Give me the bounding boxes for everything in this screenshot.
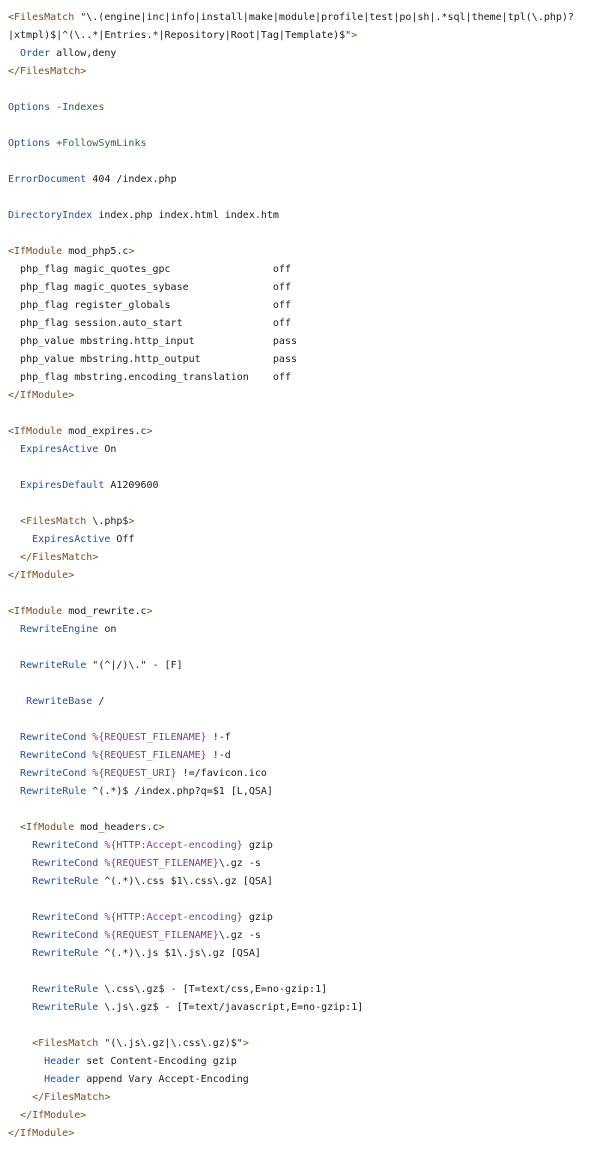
code-indent bbox=[8, 1092, 32, 1103]
code-line bbox=[8, 801, 598, 819]
code-line bbox=[8, 1107, 598, 1125]
code-line bbox=[8, 99, 598, 117]
code-line bbox=[8, 981, 598, 999]
code-indent bbox=[8, 318, 20, 329]
code-token: !=/favicon.ico bbox=[176, 768, 267, 779]
code-line bbox=[8, 837, 598, 855]
code-token: RewriteRule bbox=[32, 948, 99, 959]
code-line bbox=[8, 747, 598, 765]
code-indent bbox=[8, 444, 20, 455]
code-line bbox=[8, 1125, 598, 1143]
code-line bbox=[8, 927, 598, 945]
code-line bbox=[8, 171, 598, 189]
code-token: gzip bbox=[242, 840, 273, 851]
code-token: Header bbox=[44, 1056, 81, 1067]
code-token: /index.php bbox=[110, 174, 177, 185]
code-token: %{REQUEST_FILENAME} bbox=[98, 930, 219, 941]
code-indent bbox=[8, 480, 20, 491]
code-indent bbox=[8, 822, 20, 833]
code-token: ExpiresDefault bbox=[20, 480, 105, 491]
code-line bbox=[8, 261, 598, 279]
code-indent bbox=[8, 1074, 44, 1085]
code-indent bbox=[8, 1002, 32, 1013]
code-indent bbox=[8, 876, 32, 887]
code-line bbox=[8, 549, 598, 567]
code-token: mod_php5.c bbox=[68, 246, 129, 257]
code-line bbox=[8, 459, 598, 477]
code-token: %{REQUEST_FILENAME} bbox=[86, 750, 207, 761]
code-line bbox=[8, 621, 598, 639]
code-token: <FilesMatch bbox=[20, 516, 93, 527]
code-token: RewriteCond bbox=[32, 840, 99, 851]
code-token: RewriteRule bbox=[32, 1002, 99, 1013]
code-indent bbox=[8, 840, 32, 851]
code-token: %{REQUEST_FILENAME} bbox=[86, 732, 207, 743]
code-token: \.js\.gz$ - [T=text/javascript,E=no-gzip:1] bbox=[98, 1002, 364, 1013]
code-line bbox=[8, 945, 598, 963]
code-token: </FilesMatch> bbox=[20, 552, 99, 563]
code-token: RewriteRule bbox=[32, 876, 99, 887]
code-line bbox=[8, 243, 598, 261]
code-token: </IfModule> bbox=[8, 1128, 75, 1139]
code-token: mod_headers.c bbox=[80, 822, 159, 833]
code-token: php_flag mbstring.encoding_translation off bbox=[20, 372, 291, 383]
code-indent bbox=[8, 984, 32, 995]
code-token: "(^|/)\." - [F] bbox=[86, 660, 183, 671]
code-token: </IfModule> bbox=[8, 390, 75, 401]
code-line bbox=[8, 315, 598, 333]
code-line bbox=[8, 657, 598, 675]
code-indent bbox=[8, 1038, 32, 1049]
code-token: Order bbox=[20, 48, 51, 59]
code-token: gzip bbox=[242, 912, 273, 923]
code-indent bbox=[8, 1110, 20, 1121]
code-token: > bbox=[158, 822, 165, 833]
code-line bbox=[8, 1071, 598, 1089]
code-token: RewriteRule bbox=[32, 984, 99, 995]
code-token: php_value mbstring.http_input pass bbox=[20, 336, 297, 347]
code-indent bbox=[8, 336, 20, 347]
code-token: <IfModule bbox=[20, 822, 81, 833]
code-token: Options bbox=[8, 102, 51, 113]
code-token: <IfModule bbox=[8, 426, 69, 437]
code-indent bbox=[8, 930, 32, 941]
code-token: </IfModule> bbox=[20, 1110, 87, 1121]
code-line bbox=[8, 423, 598, 441]
code-token: !-d bbox=[206, 750, 231, 761]
code-token: ErrorDocument bbox=[8, 174, 87, 185]
code-token: %{HTTP:Accept-encoding} bbox=[98, 912, 243, 923]
code-token: 404 bbox=[86, 174, 111, 185]
code-indent bbox=[8, 552, 20, 563]
code-indent bbox=[8, 354, 20, 365]
code-indent bbox=[8, 1056, 44, 1067]
code-token: > bbox=[128, 246, 135, 257]
code-indent bbox=[8, 48, 20, 59]
code-token: set Content-Encoding gzip bbox=[80, 1056, 237, 1067]
code-line bbox=[8, 585, 598, 603]
code-token: RewriteCond bbox=[20, 750, 87, 761]
code-token: <FilesMatch bbox=[8, 12, 81, 23]
code-token: RewriteCond bbox=[20, 768, 87, 779]
code-line bbox=[8, 729, 598, 747]
code-token: Options bbox=[8, 138, 51, 149]
code-token: on bbox=[98, 624, 117, 635]
code-token: index.php index.html index.htm bbox=[92, 210, 279, 221]
code-line bbox=[8, 333, 598, 351]
code-line bbox=[8, 675, 598, 693]
code-token: ^(.*)\.js $1\.js\.gz [QSA] bbox=[98, 948, 261, 959]
code-line bbox=[8, 819, 598, 837]
code-line bbox=[8, 351, 598, 369]
code-line bbox=[8, 225, 598, 243]
code-token: Header bbox=[44, 1074, 81, 1085]
code-line bbox=[8, 711, 598, 729]
code-line bbox=[8, 693, 598, 711]
code-line bbox=[8, 909, 598, 927]
code-token: > bbox=[128, 516, 135, 527]
code-indent bbox=[8, 786, 20, 797]
code-indent bbox=[8, 624, 20, 635]
code-token: \.css\.gz$ - [T=text/css,E=no-gzip:1] bbox=[98, 984, 328, 995]
code-token: RewriteCond bbox=[32, 858, 99, 869]
code-token: \.gz -s bbox=[218, 858, 261, 869]
code-token: -Indexes bbox=[50, 102, 105, 113]
code-indent bbox=[8, 282, 20, 293]
code-token: RewriteCond bbox=[32, 912, 99, 923]
code-token: RewriteBase bbox=[26, 696, 93, 707]
code-indent bbox=[8, 660, 20, 671]
code-line bbox=[8, 567, 598, 585]
code-line bbox=[8, 531, 598, 549]
code-token: </IfModule> bbox=[8, 570, 75, 581]
code-token: mod_expires.c bbox=[68, 426, 147, 437]
code-line bbox=[8, 765, 598, 783]
code-line bbox=[8, 369, 598, 387]
code-token: php_flag magic_quotes_sybase off bbox=[20, 282, 291, 293]
code-line bbox=[8, 963, 598, 981]
code-token: php_flag session.auto_start off bbox=[20, 318, 291, 329]
code-indent bbox=[8, 750, 20, 761]
code-line bbox=[8, 45, 598, 63]
code-line bbox=[8, 27, 598, 45]
code-line bbox=[8, 873, 598, 891]
code-line bbox=[8, 477, 598, 495]
code-line bbox=[8, 117, 598, 135]
code-line bbox=[8, 513, 598, 531]
code-indent bbox=[8, 534, 32, 545]
code-token: ExpiresActive bbox=[20, 444, 99, 455]
code-token: <IfModule bbox=[8, 246, 69, 257]
code-token: DirectoryIndex bbox=[8, 210, 93, 221]
code-indent bbox=[8, 264, 20, 275]
code-line bbox=[8, 189, 598, 207]
code-token: allow,deny bbox=[50, 48, 117, 59]
code-token: <FilesMatch bbox=[32, 1038, 105, 1049]
code-line bbox=[8, 9, 598, 27]
code-token: mod_rewrite.c bbox=[68, 606, 147, 617]
code-indent bbox=[8, 516, 20, 527]
code-line bbox=[8, 495, 598, 513]
code-line bbox=[8, 441, 598, 459]
code-token: \.gz -s bbox=[218, 930, 261, 941]
code-indent bbox=[8, 372, 20, 383]
code-line bbox=[8, 207, 598, 225]
code-line bbox=[8, 783, 598, 801]
code-token: !-f bbox=[206, 732, 231, 743]
code-token: append Vary Accept-Encoding bbox=[80, 1074, 249, 1085]
code-token: php_value mbstring.http_output pass bbox=[20, 354, 297, 365]
code-token: RewriteRule bbox=[20, 660, 87, 671]
code-token: A1209600 bbox=[104, 480, 159, 491]
code-token: php_flag register_globals off bbox=[20, 300, 291, 311]
code-token: ^(.*)\.css $1\.css\.gz [QSA] bbox=[98, 876, 273, 887]
code-token: "\.(engine|inc|info|install|make|module|profile|test|po|sh|.*sql|theme|tpl(\.php)? bbox=[80, 12, 574, 23]
code-line bbox=[8, 1089, 598, 1107]
code-line bbox=[8, 63, 598, 81]
code-line bbox=[8, 279, 598, 297]
code-token: \.php$ bbox=[92, 516, 129, 527]
code-line bbox=[8, 1035, 598, 1053]
code-line bbox=[8, 891, 598, 909]
code-indent bbox=[8, 696, 26, 707]
code-token: |xtmpl)$|^(\..*|Entries.*|Repository|Root|Tag|Template)$" bbox=[8, 30, 352, 41]
code-line bbox=[8, 153, 598, 171]
code-token: On bbox=[98, 444, 117, 455]
code-indent bbox=[8, 732, 20, 743]
code-token: Off bbox=[110, 534, 135, 545]
code-line bbox=[8, 1053, 598, 1071]
code-indent bbox=[8, 768, 20, 779]
code-indent bbox=[8, 912, 32, 923]
code-token: ExpiresActive bbox=[32, 534, 111, 545]
code-token: > bbox=[351, 30, 358, 41]
code-token: </FilesMatch> bbox=[32, 1092, 111, 1103]
code-line bbox=[8, 1017, 598, 1035]
code-token: "(\.js\.gz|\.css\.gz)$" bbox=[104, 1038, 243, 1049]
code-token: php_flag magic_quotes_gpc off bbox=[20, 264, 291, 275]
code-token: RewriteCond bbox=[32, 930, 99, 941]
code-token: RewriteRule bbox=[20, 786, 87, 797]
code-line bbox=[8, 603, 598, 621]
code-token: > bbox=[146, 606, 153, 617]
code-token: > bbox=[242, 1038, 249, 1049]
code-indent bbox=[8, 948, 32, 959]
code-line bbox=[8, 135, 598, 153]
code-token: %{REQUEST_FILENAME} bbox=[98, 858, 219, 869]
code-line bbox=[8, 999, 598, 1017]
code-line bbox=[8, 81, 598, 99]
code-indent bbox=[8, 858, 32, 869]
code-block bbox=[8, 9, 598, 1143]
code-line bbox=[8, 639, 598, 657]
code-token: <IfModule bbox=[8, 606, 69, 617]
code-token: > bbox=[146, 426, 153, 437]
code-line bbox=[8, 855, 598, 873]
code-token: ^(.*)$ /index.php?q=$1 [L,QSA] bbox=[86, 786, 273, 797]
code-token: / bbox=[92, 696, 105, 707]
code-line bbox=[8, 387, 598, 405]
code-token: RewriteCond bbox=[20, 732, 87, 743]
code-token: %{HTTP:Accept-encoding} bbox=[98, 840, 243, 851]
code-line bbox=[8, 405, 598, 423]
code-line bbox=[8, 297, 598, 315]
code-token: RewriteEngine bbox=[20, 624, 99, 635]
code-indent bbox=[8, 300, 20, 311]
code-token: </FilesMatch> bbox=[8, 66, 87, 77]
code-token: %{REQUEST_URI} bbox=[86, 768, 177, 779]
code-token: +FollowSymLinks bbox=[50, 138, 147, 149]
